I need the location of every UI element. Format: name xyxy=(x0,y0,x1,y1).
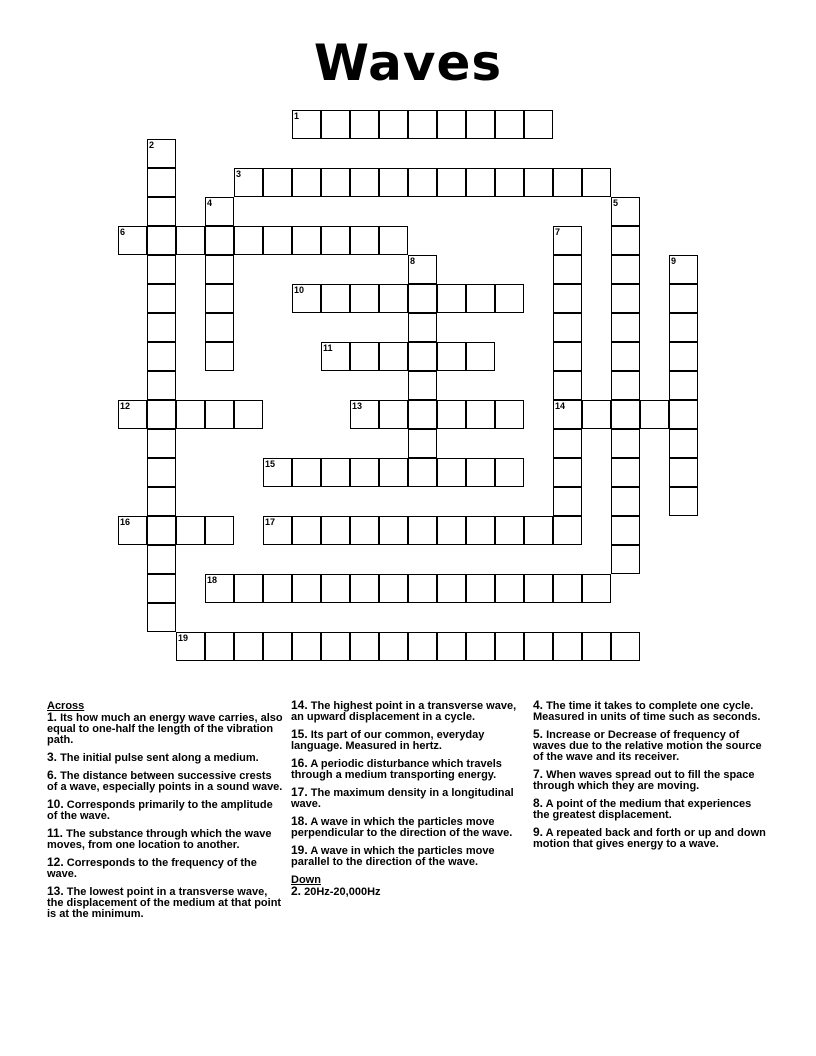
cell-number: 11 xyxy=(323,343,333,353)
grid-cell[interactable] xyxy=(408,110,437,139)
grid-cell[interactable] xyxy=(147,487,176,516)
grid-cell[interactable] xyxy=(147,545,176,574)
grid-cell[interactable] xyxy=(205,255,234,284)
grid-cell[interactable] xyxy=(292,574,321,603)
grid-cell[interactable] xyxy=(553,342,582,371)
grid-cell[interactable] xyxy=(379,516,408,545)
grid-cell[interactable] xyxy=(321,342,350,371)
grid-cell[interactable] xyxy=(292,516,321,545)
grid-cell[interactable] xyxy=(437,284,466,313)
clue-across-18: 18. A wave in which the particles move perpendicular to the direction of the wave. xyxy=(291,814,513,839)
grid-cell[interactable] xyxy=(379,110,408,139)
grid-cell[interactable] xyxy=(524,110,553,139)
grid-cell[interactable] xyxy=(466,284,495,313)
grid-cell[interactable] xyxy=(611,487,640,516)
grid-cell[interactable] xyxy=(118,400,147,429)
grid-cell[interactable] xyxy=(379,284,408,313)
grid-cell[interactable] xyxy=(495,458,524,487)
grid-cell[interactable] xyxy=(611,226,640,255)
grid-cell[interactable] xyxy=(408,371,437,400)
down-heading: Down xyxy=(291,874,321,886)
grid-cell[interactable] xyxy=(611,400,640,429)
grid-cell[interactable] xyxy=(466,574,495,603)
grid-cell[interactable] xyxy=(408,632,437,661)
grid-cell[interactable] xyxy=(350,284,379,313)
grid-cell[interactable] xyxy=(553,429,582,458)
grid-cell[interactable] xyxy=(147,603,176,632)
clues-column-2 xyxy=(291,700,525,904)
cell-number: 12 xyxy=(120,401,131,411)
grid-cell[interactable] xyxy=(611,429,640,458)
grid-cell[interactable] xyxy=(263,516,292,545)
grid-cell[interactable] xyxy=(147,226,176,255)
grid-cell[interactable] xyxy=(611,284,640,313)
grid-cell[interactable] xyxy=(350,458,379,487)
grid-cell[interactable] xyxy=(669,371,698,400)
grid-cell[interactable] xyxy=(408,516,437,545)
grid-cell[interactable] xyxy=(524,632,553,661)
grid-cell[interactable] xyxy=(611,545,640,574)
grid-cell[interactable] xyxy=(350,516,379,545)
clue-across-14: 14. The highest point in a transverse wave, an upward displacement in a cycle. xyxy=(291,698,517,723)
clue-across-16: 16. A periodic disturbance which travels through a medium transporting energy. xyxy=(291,756,502,781)
grid-cell[interactable] xyxy=(553,400,582,429)
grid-cell[interactable] xyxy=(147,342,176,371)
grid-cell[interactable] xyxy=(495,284,524,313)
grid-cell[interactable] xyxy=(437,400,466,429)
grid-cell[interactable] xyxy=(437,110,466,139)
grid-cell[interactable] xyxy=(669,429,698,458)
clue-across-19: 19. A wave in which the particles move parallel to the direction of the wave. xyxy=(291,843,495,868)
clue-across-13: 13. The lowest point in a transverse wave, the displacement of the medium at that point is at the minimum. xyxy=(47,884,282,920)
grid-cell[interactable] xyxy=(350,168,379,197)
grid-cell[interactable] xyxy=(553,255,582,284)
grid-cell[interactable] xyxy=(292,458,321,487)
grid-cell[interactable] xyxy=(350,342,379,371)
grid-cell[interactable] xyxy=(437,574,466,603)
grid-cell[interactable] xyxy=(524,168,553,197)
grid-cell[interactable] xyxy=(669,458,698,487)
grid-cell[interactable] xyxy=(611,458,640,487)
grid-cell[interactable] xyxy=(176,226,205,255)
grid-cell[interactable] xyxy=(408,168,437,197)
grid-cell[interactable] xyxy=(147,574,176,603)
grid-cell[interactable] xyxy=(321,632,350,661)
grid-cell[interactable] xyxy=(379,632,408,661)
grid-cell[interactable] xyxy=(408,574,437,603)
grid-cell[interactable] xyxy=(611,313,640,342)
grid-cell[interactable] xyxy=(466,168,495,197)
grid-cell[interactable] xyxy=(408,429,437,458)
clue-across-1: 1. Its how much an energy wave carries, also equal to one-half the length of the vibration path. xyxy=(47,710,283,746)
clue-down-7: 7. When waves spread out to fill the space through which they are moving. xyxy=(533,767,755,792)
clue-across-12: 12. Corresponds to the frequency of the wave. xyxy=(47,855,257,880)
grid-cell[interactable] xyxy=(582,632,611,661)
grid-cell[interactable] xyxy=(408,255,437,284)
grid-cell[interactable] xyxy=(234,400,263,429)
grid-cell[interactable] xyxy=(553,371,582,400)
grid-cell[interactable] xyxy=(611,516,640,545)
grid-cell[interactable] xyxy=(147,168,176,197)
grid-cell[interactable] xyxy=(379,458,408,487)
cell-number: 8 xyxy=(410,256,416,266)
grid-cell[interactable] xyxy=(350,574,379,603)
grid-cell[interactable] xyxy=(263,574,292,603)
grid-cell[interactable] xyxy=(553,284,582,313)
cell-number: 4 xyxy=(207,198,213,208)
grid-cell[interactable] xyxy=(205,342,234,371)
grid-cell[interactable] xyxy=(466,632,495,661)
grid-cell[interactable] xyxy=(437,168,466,197)
grid-cell[interactable] xyxy=(205,516,234,545)
grid-cell[interactable] xyxy=(321,226,350,255)
grid-cell[interactable] xyxy=(553,168,582,197)
cell-number: 17 xyxy=(265,517,276,527)
grid-cell[interactable] xyxy=(176,632,205,661)
clue-across-6: 6. The distance between successive crests of a wave, especially points in a sound wave. xyxy=(47,768,283,793)
grid-cell[interactable] xyxy=(669,400,698,429)
across-heading: Across xyxy=(47,700,85,712)
grid-cell[interactable] xyxy=(321,168,350,197)
clue-across-10: 10. Corresponds primarily to the amplitude of the wave. xyxy=(47,797,273,822)
grid-cell[interactable] xyxy=(118,516,147,545)
grid-cell[interactable] xyxy=(437,632,466,661)
grid-cell[interactable] xyxy=(350,226,379,255)
cell-number: 19 xyxy=(178,633,189,643)
grid-cell[interactable] xyxy=(205,226,234,255)
grid-cell[interactable] xyxy=(205,284,234,313)
grid-cell[interactable] xyxy=(176,516,205,545)
grid-cell[interactable] xyxy=(205,400,234,429)
grid-cell[interactable] xyxy=(611,342,640,371)
cell-number: 5 xyxy=(613,198,619,208)
grid-cell[interactable] xyxy=(379,342,408,371)
grid-cell[interactable] xyxy=(147,516,176,545)
grid-cell[interactable] xyxy=(553,313,582,342)
grid-cell[interactable] xyxy=(321,284,350,313)
grid-cell[interactable] xyxy=(408,342,437,371)
cell-number: 10 xyxy=(294,285,305,295)
clue-down-5: 5. Increase or Decrease of frequency of waves due to the relative motion the source of the wave and its receiver. xyxy=(533,727,762,763)
cell-number: 9 xyxy=(671,256,677,266)
grid-cell[interactable] xyxy=(582,400,611,429)
grid-cell[interactable] xyxy=(611,371,640,400)
grid-cell[interactable] xyxy=(553,487,582,516)
grid-cell[interactable] xyxy=(234,574,263,603)
grid-cell[interactable] xyxy=(205,197,234,226)
grid-cell[interactable] xyxy=(205,313,234,342)
grid-cell[interactable] xyxy=(350,110,379,139)
grid-cell[interactable] xyxy=(321,574,350,603)
grid-cell[interactable] xyxy=(437,342,466,371)
grid-cell[interactable] xyxy=(147,371,176,400)
grid-cell[interactable] xyxy=(350,400,379,429)
grid-cell[interactable] xyxy=(234,226,263,255)
cell-number: 13 xyxy=(352,401,363,411)
clue-across-3: 3. The initial pulse sent along a medium. xyxy=(47,750,259,764)
grid-cell[interactable] xyxy=(147,284,176,313)
clue-down-9: 9. A repeated back and forth or up and down motion that gives energy to a wave. xyxy=(533,825,766,850)
grid-cell[interactable] xyxy=(466,516,495,545)
grid-cell[interactable] xyxy=(147,313,176,342)
grid-cell[interactable] xyxy=(263,226,292,255)
grid-cell[interactable] xyxy=(379,168,408,197)
grid-cell[interactable] xyxy=(147,400,176,429)
clue-down-8: 8. A point of the medium that experiences the greatest displacement. xyxy=(533,796,752,821)
grid-cell[interactable] xyxy=(466,400,495,429)
grid-cell[interactable] xyxy=(553,458,582,487)
grid-cell[interactable] xyxy=(611,255,640,284)
grid-cell[interactable] xyxy=(495,632,524,661)
grid-cell[interactable] xyxy=(234,168,263,197)
grid-cell[interactable] xyxy=(495,516,524,545)
grid-cell[interactable] xyxy=(292,226,321,255)
clue-across-15: 15. Its part of our common, everyday language. Measured in hertz. xyxy=(291,727,485,752)
grid-cell[interactable] xyxy=(408,313,437,342)
grid-cell[interactable] xyxy=(669,284,698,313)
grid-cell[interactable] xyxy=(292,632,321,661)
grid-cell[interactable] xyxy=(379,226,408,255)
grid-cell[interactable] xyxy=(669,342,698,371)
grid-cell[interactable] xyxy=(408,400,437,429)
grid-cell[interactable] xyxy=(466,458,495,487)
grid-cell[interactable] xyxy=(553,516,582,545)
clue-across-11: 11. The substance through which the wave moves, from one location to another. xyxy=(47,826,272,851)
grid-cell[interactable] xyxy=(437,516,466,545)
clue-across-17: 17. The maximum density in a longitudinal wave. xyxy=(291,785,514,810)
grid-cell[interactable] xyxy=(553,226,582,255)
grid-cell[interactable] xyxy=(582,168,611,197)
grid-cell[interactable] xyxy=(466,342,495,371)
grid-cell[interactable] xyxy=(292,168,321,197)
grid-cell[interactable] xyxy=(669,313,698,342)
grid-cell[interactable] xyxy=(147,458,176,487)
grid-cell[interactable] xyxy=(321,516,350,545)
grid-cell[interactable] xyxy=(350,632,379,661)
grid-cell[interactable] xyxy=(553,632,582,661)
grid-cell[interactable] xyxy=(495,400,524,429)
grid-cell[interactable] xyxy=(263,458,292,487)
clue-down-4: 4. The time it takes to complete one cycle. Measured in units of time such as seconds. xyxy=(533,698,761,723)
cell-number: 15 xyxy=(265,459,276,469)
grid-cell[interactable] xyxy=(466,110,495,139)
grid-cell[interactable] xyxy=(495,168,524,197)
grid-cell[interactable] xyxy=(669,255,698,284)
clues-column-3 xyxy=(533,700,769,856)
grid-cell[interactable] xyxy=(234,632,263,661)
cell-number: 2 xyxy=(149,140,155,150)
grid-cell[interactable] xyxy=(669,487,698,516)
grid-cell[interactable] xyxy=(495,574,524,603)
cell-number: 18 xyxy=(207,575,218,585)
grid-cell[interactable] xyxy=(205,632,234,661)
cell-number: 14 xyxy=(555,401,566,411)
grid-cell[interactable] xyxy=(524,516,553,545)
grid-cell[interactable] xyxy=(524,574,553,603)
grid-cell[interactable] xyxy=(292,284,321,313)
clues-column-1 xyxy=(47,700,283,926)
grid-cell[interactable] xyxy=(640,400,669,429)
grid-cell[interactable] xyxy=(176,400,205,429)
grid-cell[interactable] xyxy=(582,574,611,603)
grid-cell[interactable] xyxy=(147,139,176,168)
grid-cell[interactable] xyxy=(611,632,640,661)
grid-cell[interactable] xyxy=(408,284,437,313)
grid-cell[interactable] xyxy=(263,168,292,197)
grid-cell[interactable] xyxy=(408,458,437,487)
grid-cell[interactable] xyxy=(147,255,176,284)
cell-number: 1 xyxy=(294,111,300,121)
grid-cell[interactable] xyxy=(437,458,466,487)
cell-number: 16 xyxy=(120,517,131,527)
grid-cell[interactable] xyxy=(292,110,321,139)
grid-cell[interactable] xyxy=(379,400,408,429)
cell-number: 6 xyxy=(120,227,126,237)
grid-cell[interactable] xyxy=(611,197,640,226)
puzzle-title: Waves xyxy=(313,34,503,92)
grid-cell[interactable] xyxy=(147,197,176,226)
clue-down-2: 2. 20Hz-20,000Hz xyxy=(291,884,381,898)
grid-cell[interactable] xyxy=(205,574,234,603)
grid-cell[interactable] xyxy=(118,226,147,255)
cell-number: 3 xyxy=(236,169,242,179)
grid-cell[interactable] xyxy=(321,110,350,139)
grid-cell[interactable] xyxy=(321,458,350,487)
grid-cell[interactable] xyxy=(147,429,176,458)
grid-cell[interactable] xyxy=(263,632,292,661)
grid-cell[interactable] xyxy=(495,110,524,139)
grid-cell[interactable] xyxy=(379,574,408,603)
grid-cell[interactable] xyxy=(553,574,582,603)
cell-number: 7 xyxy=(555,227,561,237)
